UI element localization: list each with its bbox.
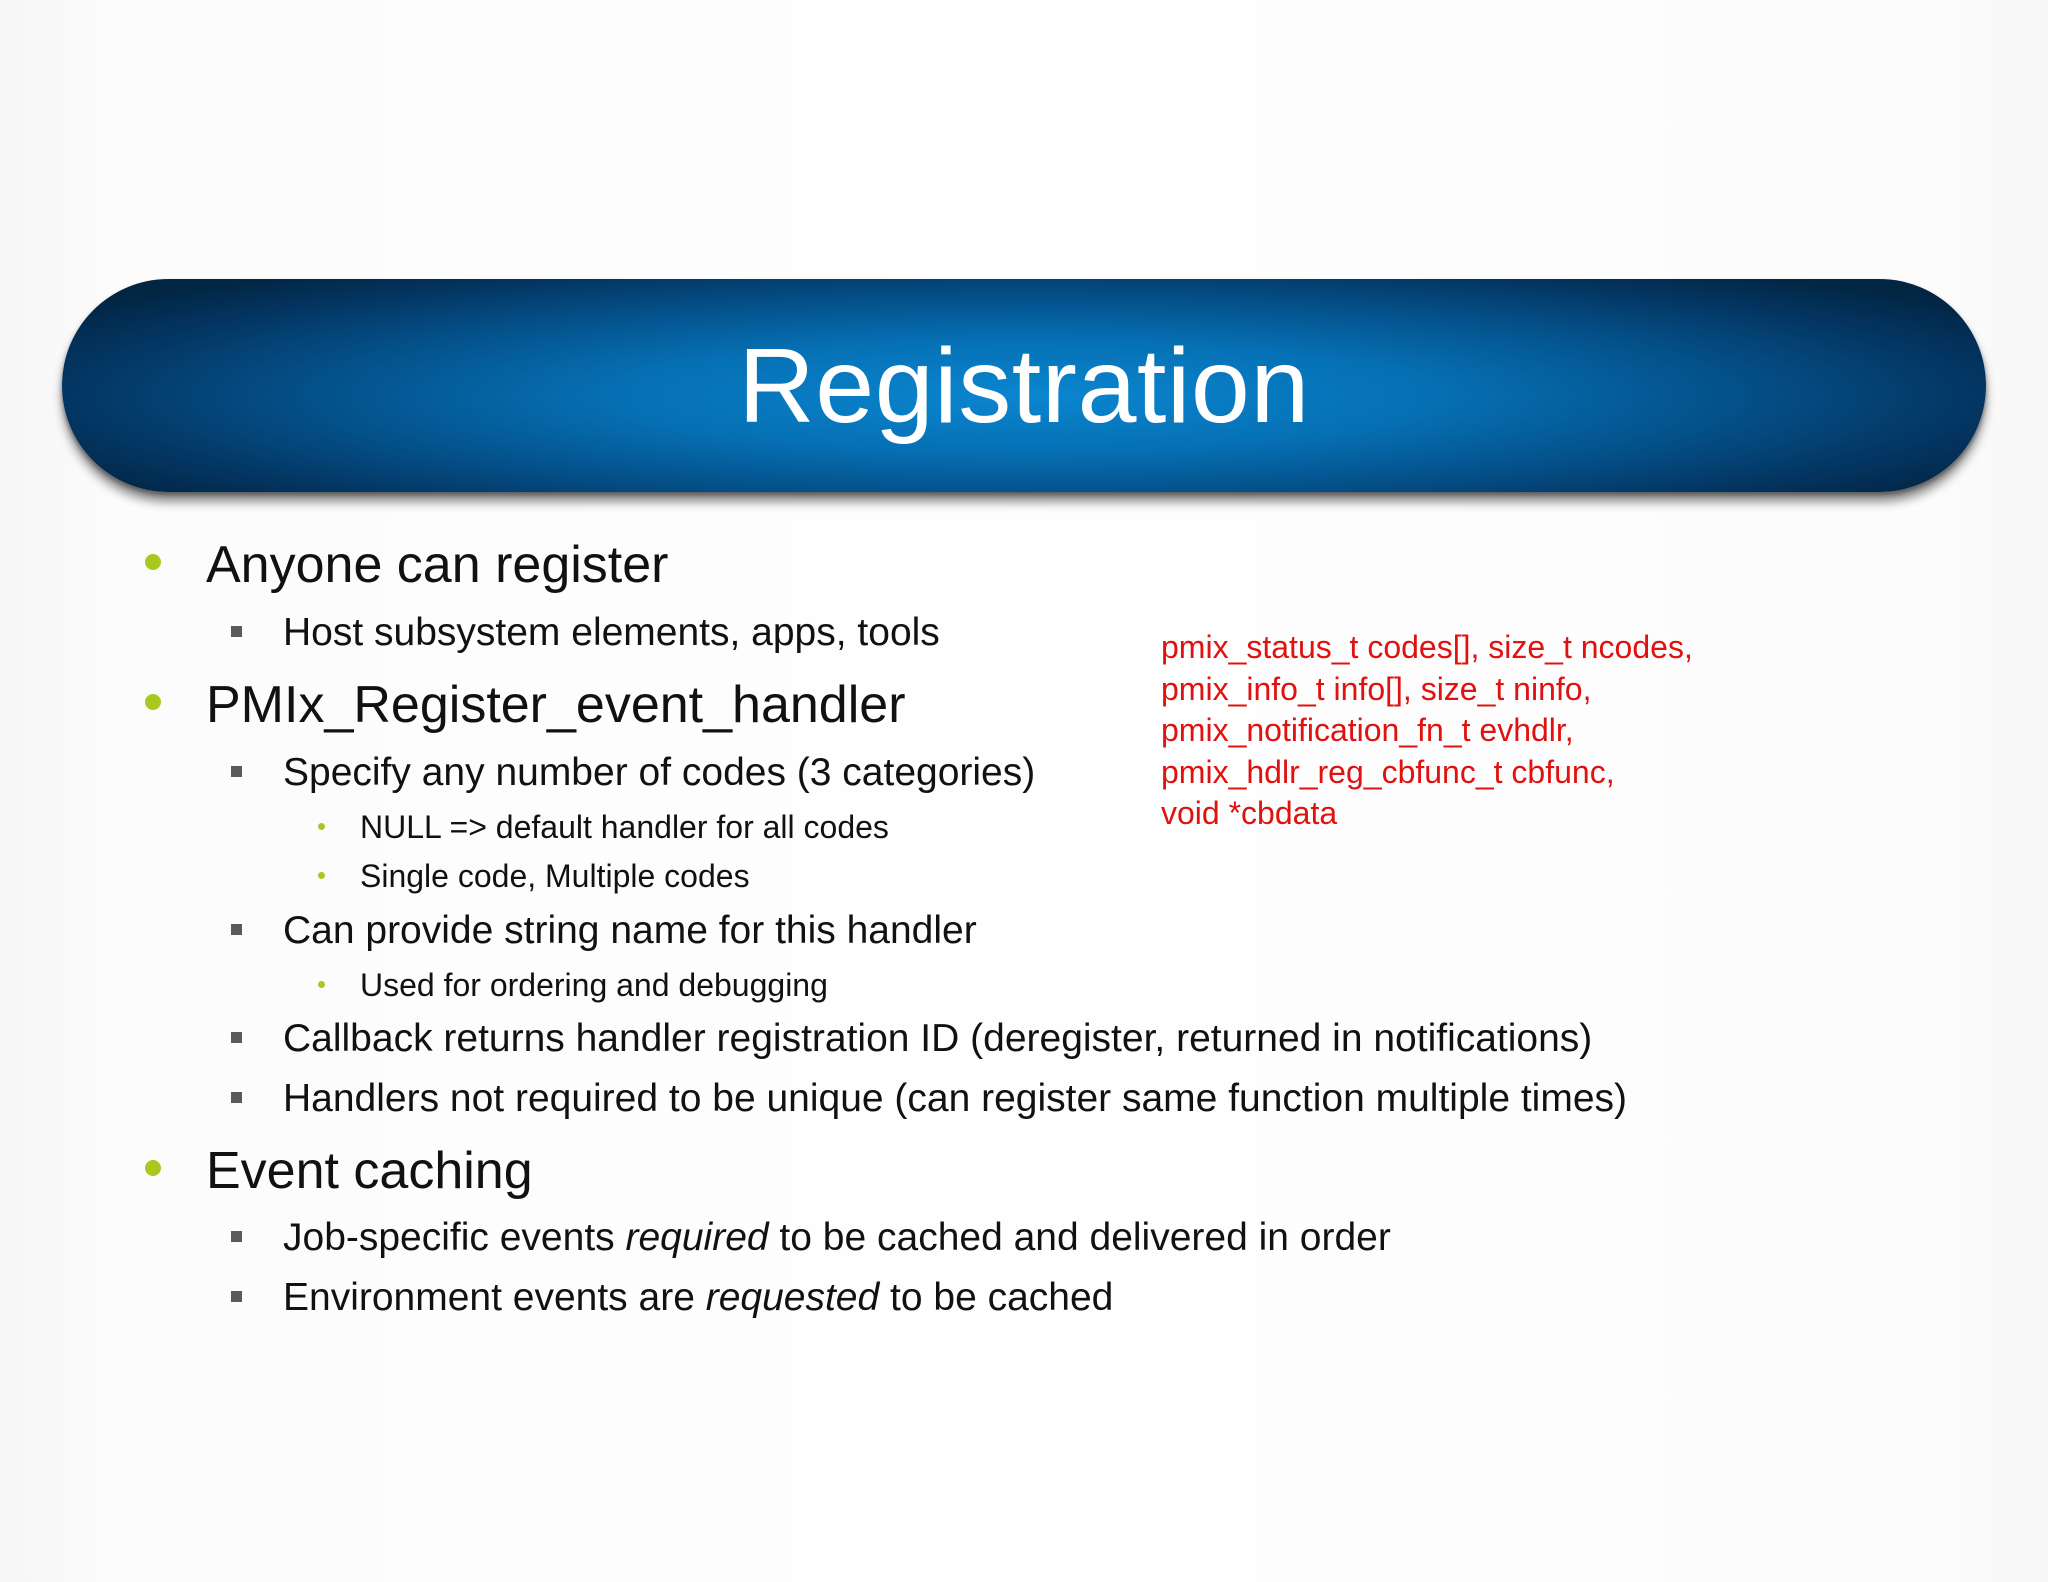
sub-sub-bullet-null-default: NULL => default handler for all codes [360, 809, 889, 845]
signature-line: pmix_info_t info[], size_t ninfo, [1161, 670, 1592, 707]
signature-line: pmix_status_t codes[], size_t ncodes, [1161, 629, 1693, 665]
bullet-square-icon [231, 766, 242, 777]
bullet-register-event-handler: PMIx_Register_event_handler [206, 676, 906, 734]
sub-bullet-callback-returns-id: Callback returns handler registration ID (deregister, returned in notifications) [283, 1017, 1593, 1060]
bullet-square-icon [231, 1291, 242, 1302]
bullet-event-caching: Event caching [206, 1142, 533, 1200]
emphasis-required: required [625, 1216, 769, 1259]
sub-bullet-job-specific-events: Job-specific events required to be cached and delivered in order [283, 1216, 1391, 1259]
signature-line: pmix_notification_fn_t evhdlr, [1161, 712, 1574, 748]
bullet-dot-icon [318, 823, 325, 830]
bullet-dot-icon [318, 981, 325, 988]
bullet-square-icon [231, 1032, 242, 1043]
bullet-anyone-can-register: Anyone can register [206, 536, 669, 594]
sub-bullet-environment-events: Environment events are requested to be cached [283, 1276, 1114, 1319]
signature-line: void *cbdata [1161, 795, 1338, 831]
title-banner [62, 279, 1986, 492]
function-signature-block [1161, 627, 1693, 835]
slide-title: Registration [738, 326, 1310, 445]
bullet-dot-icon [145, 554, 161, 570]
bullet-dot-icon [145, 1160, 161, 1176]
bullet-square-icon [231, 1231, 242, 1242]
signature-line: pmix_hdlr_reg_cbfunc_t cbfunc, [1161, 753, 1615, 790]
emphasis-requested: requested [705, 1276, 880, 1319]
bullet-square-icon [231, 924, 242, 935]
sub-bullet-handlers-not-unique: Handlers not required to be unique (can register same function multiple times) [283, 1077, 1628, 1120]
sub-sub-bullet-single-multiple: Single code, Multiple codes [360, 858, 750, 894]
bullet-square-icon [231, 1092, 242, 1103]
bullet-dot-icon [318, 872, 325, 879]
sub-bullet-specify-codes: Specify any number of codes (3 categories) [283, 751, 1036, 794]
sub-sub-bullet-ordering-debugging: Used for ordering and debugging [360, 967, 828, 1003]
bullet-square-icon [231, 626, 242, 637]
sub-bullet-string-name: Can provide string name for this handler [283, 909, 977, 952]
bullet-dot-icon [145, 694, 161, 710]
sub-bullet-host-subsystem: Host subsystem elements, apps, tools [283, 611, 940, 654]
